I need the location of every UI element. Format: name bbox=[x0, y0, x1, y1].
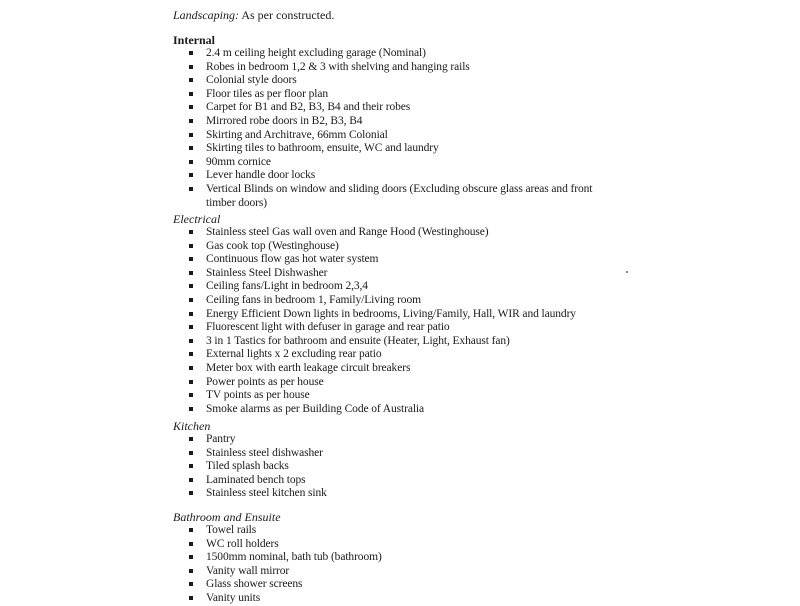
list-item: Towel rails bbox=[173, 524, 603, 538]
kitchen-list bbox=[173, 433, 603, 501]
section-bathroom-ensuite bbox=[173, 510, 603, 606]
bullet bbox=[189, 325, 193, 329]
bullet bbox=[189, 339, 193, 343]
bullet bbox=[189, 298, 193, 302]
section-kitchen bbox=[173, 419, 603, 501]
list-item: 2.4 m ceiling height excluding garage (Nominal) bbox=[173, 47, 603, 61]
list-item: Meter box with earth leakage circuit breakers bbox=[173, 362, 603, 376]
list-item: Ceiling fans/Light in bedroom 2,3,4 bbox=[173, 280, 603, 294]
bullet bbox=[189, 187, 193, 191]
list-item: 90mm cornice bbox=[173, 156, 603, 170]
bullet bbox=[189, 173, 193, 177]
list-item: External lights x 2 excluding rear patio bbox=[173, 348, 603, 362]
list-item: Stainless Steel Dishwasher bbox=[173, 267, 603, 281]
list-item: Floor tiles as per floor plan bbox=[173, 88, 603, 102]
list-item: Lever handle door locks bbox=[173, 169, 603, 183]
landscaping-label: Landscaping: bbox=[173, 8, 239, 22]
bullet bbox=[189, 407, 193, 411]
bullet bbox=[189, 437, 193, 441]
bullet bbox=[189, 92, 193, 96]
list-item: TV points as per house bbox=[173, 389, 603, 403]
bullet bbox=[189, 119, 193, 123]
list-item: Mirrored robe doors in B2, B3, B4 bbox=[173, 115, 603, 129]
list-item: Vanity wall mirror bbox=[173, 565, 603, 579]
section-internal bbox=[173, 33, 603, 210]
list-item: 1500mm nominal, bath tub (bathroom) bbox=[173, 551, 603, 565]
list-item: Gas cook top (Westinghouse) bbox=[173, 240, 603, 254]
bullet bbox=[189, 555, 193, 559]
list-item: Skirting and Architrave, 66mm Colonial bbox=[173, 129, 603, 143]
bullet bbox=[189, 542, 193, 546]
list-item: Ceiling fans in bedroom 1, Family/Living room bbox=[173, 294, 603, 308]
list-item: Energy Efficient Down lights in bedrooms, Living/Family, Hall, WIR and laundry bbox=[173, 308, 603, 322]
list-item: Laminated bench tops bbox=[173, 474, 603, 488]
list-item: Smoke alarms as per Building Code of Australia bbox=[173, 403, 603, 417]
bullet bbox=[189, 380, 193, 384]
bullet bbox=[189, 582, 193, 586]
list-item: Colonial style doors bbox=[173, 74, 603, 88]
list-item: Glass shower screens bbox=[173, 578, 603, 592]
bullet bbox=[189, 393, 193, 397]
bullet bbox=[189, 133, 193, 137]
section-heading-internal: Internal bbox=[173, 33, 215, 47]
bullet bbox=[189, 569, 193, 573]
list-item: Vertical Blinds on window and sliding doors (Excluding obscure glass areas and front timber doors) bbox=[173, 183, 603, 210]
bullet bbox=[189, 596, 193, 600]
bullet bbox=[189, 478, 193, 482]
bullet bbox=[189, 528, 193, 532]
bullet bbox=[189, 464, 193, 468]
bullet bbox=[189, 146, 193, 150]
bullet bbox=[189, 244, 193, 248]
scan-speck bbox=[626, 271, 628, 273]
bathroom-list bbox=[173, 524, 603, 606]
landscaping-line bbox=[173, 8, 334, 22]
bullet bbox=[189, 312, 193, 316]
list-item: 3 in 1 Tastics for bathroom and ensuite (Heater, Light, Exhaust fan) bbox=[173, 335, 603, 349]
internal-list bbox=[173, 47, 603, 210]
list-item: Stainless steel Gas wall oven and Range Hood (Westinghouse) bbox=[173, 226, 603, 240]
bullet bbox=[189, 257, 193, 261]
landscaping-text: As per constructed. bbox=[241, 8, 335, 22]
bullet bbox=[189, 230, 193, 234]
bullet bbox=[189, 105, 193, 109]
bullet bbox=[189, 78, 193, 82]
list-item: Power points as per house bbox=[173, 376, 603, 390]
list-item: Robes in bedroom 1,2 & 3 with shelving and hanging rails bbox=[173, 61, 603, 75]
list-item: Skirting tiles to bathroom, ensuite, WC and laundry bbox=[173, 142, 603, 156]
list-item: Vanity units bbox=[173, 592, 603, 606]
bullet bbox=[189, 160, 193, 164]
section-electrical bbox=[173, 212, 603, 416]
bullet bbox=[189, 284, 193, 288]
list-item: Pantry bbox=[173, 433, 603, 447]
bullet bbox=[189, 491, 193, 495]
bullet bbox=[189, 352, 193, 356]
list-item: Continuous flow gas hot water system bbox=[173, 253, 603, 267]
list-item: Tiled splash backs bbox=[173, 460, 603, 474]
bullet bbox=[189, 451, 193, 455]
list-item: Carpet for B1 and B2, B3, B4 and their robes bbox=[173, 101, 603, 115]
section-heading-electrical: Electrical bbox=[173, 212, 221, 226]
bullet bbox=[189, 271, 193, 275]
list-item: Stainless steel kitchen sink bbox=[173, 487, 603, 501]
section-heading-bathroom-ensuite: Bathroom and Ensuite bbox=[173, 510, 281, 524]
list-item: Fluorescent light with defuser in garage and rear patio bbox=[173, 321, 603, 335]
list-item: Stainless steel dishwasher bbox=[173, 447, 603, 461]
section-heading-kitchen: Kitchen bbox=[173, 419, 211, 433]
bullet bbox=[189, 51, 193, 55]
bullet bbox=[189, 366, 193, 370]
list-item: WC roll holders bbox=[173, 538, 603, 552]
electrical-list bbox=[173, 226, 603, 416]
bullet bbox=[189, 65, 193, 69]
